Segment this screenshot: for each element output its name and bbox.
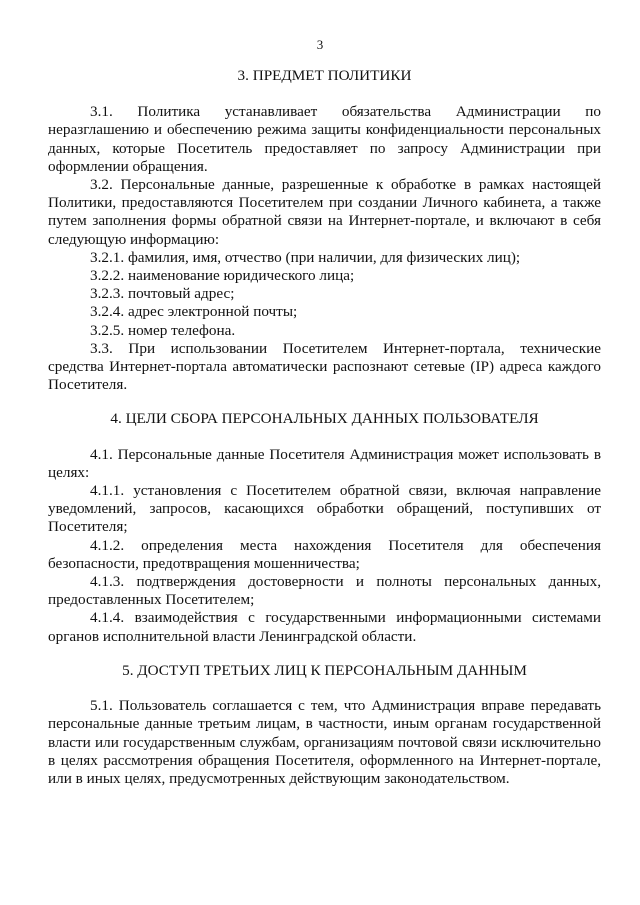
paragraph: 3.3. При использовании Посетителем Интернет-портала, технические средства Интернет-портала автоматически распознают сетевые (IP) адреса каждого Посетителя. bbox=[48, 339, 601, 394]
section-third-party-access bbox=[48, 662, 601, 788]
section-heading: 5. ДОСТУП ТРЕТЬИХ ЛИЦ К ПЕРСОНАЛЬНЫМ ДАННЫМ bbox=[122, 661, 527, 679]
paragraph: 3.2. Персональные данные, разрешенные к обработке в рамках настоящей Политики, предоставляются Посетителем при создании Личного кабинета, а также путем заполнения формы обратной связи на Интернет-портале, и включают в себя следующую информацию: bbox=[48, 176, 601, 248]
document-body bbox=[48, 64, 601, 788]
paragraph: 4.1.3. подтверждения достоверности и полноты персональных данных, предоставленных Посетителем; bbox=[48, 573, 601, 609]
paragraph: 5.1. Пользователь соглашается с тем, что Администрация вправе передавать персональные данные третьим лицам, в частности, иным органам государственной власти или государственным службам, организациям почтовой связи исключительно в целях рассмотрения обращения Посетителя, оформленного на Интернет-портале, или в иных целях, предусмотренных действующим законодательством. bbox=[48, 697, 601, 787]
paragraph: 3.2.5. номер телефона. bbox=[90, 321, 236, 339]
paragraph: 3.2.4. адрес электронной почты; bbox=[90, 303, 298, 321]
paragraph: 3.2.2. наименование юридического лица; bbox=[90, 267, 355, 285]
paragraph: 3.2.1. фамилия, имя, отчество (при наличии, для физических лиц); bbox=[90, 248, 521, 266]
paragraph: 4.1.1. установления с Посетителем обратной связи, включая направление уведомлений, запросов, касающихся обработки обращений, поступивших от Посетителя; bbox=[48, 482, 601, 536]
section-heading: 3. ПРЕДМЕТ ПОЛИТИКИ bbox=[237, 67, 412, 84]
section-subject bbox=[48, 67, 601, 394]
section-purposes bbox=[48, 410, 601, 645]
paragraph: 4.1. Персональные данные Посетителя Администрация может использовать в целях: bbox=[48, 445, 601, 481]
paragraph: 4.1.4. взаимодействия с государственными информационными системами органов исполнительной власти Ленинградской области. bbox=[48, 609, 601, 645]
page-number: 3 bbox=[316, 37, 324, 52]
paragraph: 3.1. Политика устанавливает обязательства Администрации по неразглашению и обеспечению режима защиты конфиденциальности персональных данных, которые Посетитель предоставляет по запросу Администрации при оформлении обращения. bbox=[48, 103, 601, 175]
paragraph: 4.1.2. определения места нахождения Посетителя для обеспечения безопасности, предотвращения мошенничества; bbox=[48, 536, 601, 572]
paragraph: 3.2.3. почтовый адрес; bbox=[90, 285, 235, 303]
section-heading: 4. ЦЕЛИ СБОРА ПЕРСОНАЛЬНЫХ ДАННЫХ ПОЛЬЗОВАТЕЛЯ bbox=[110, 410, 539, 428]
